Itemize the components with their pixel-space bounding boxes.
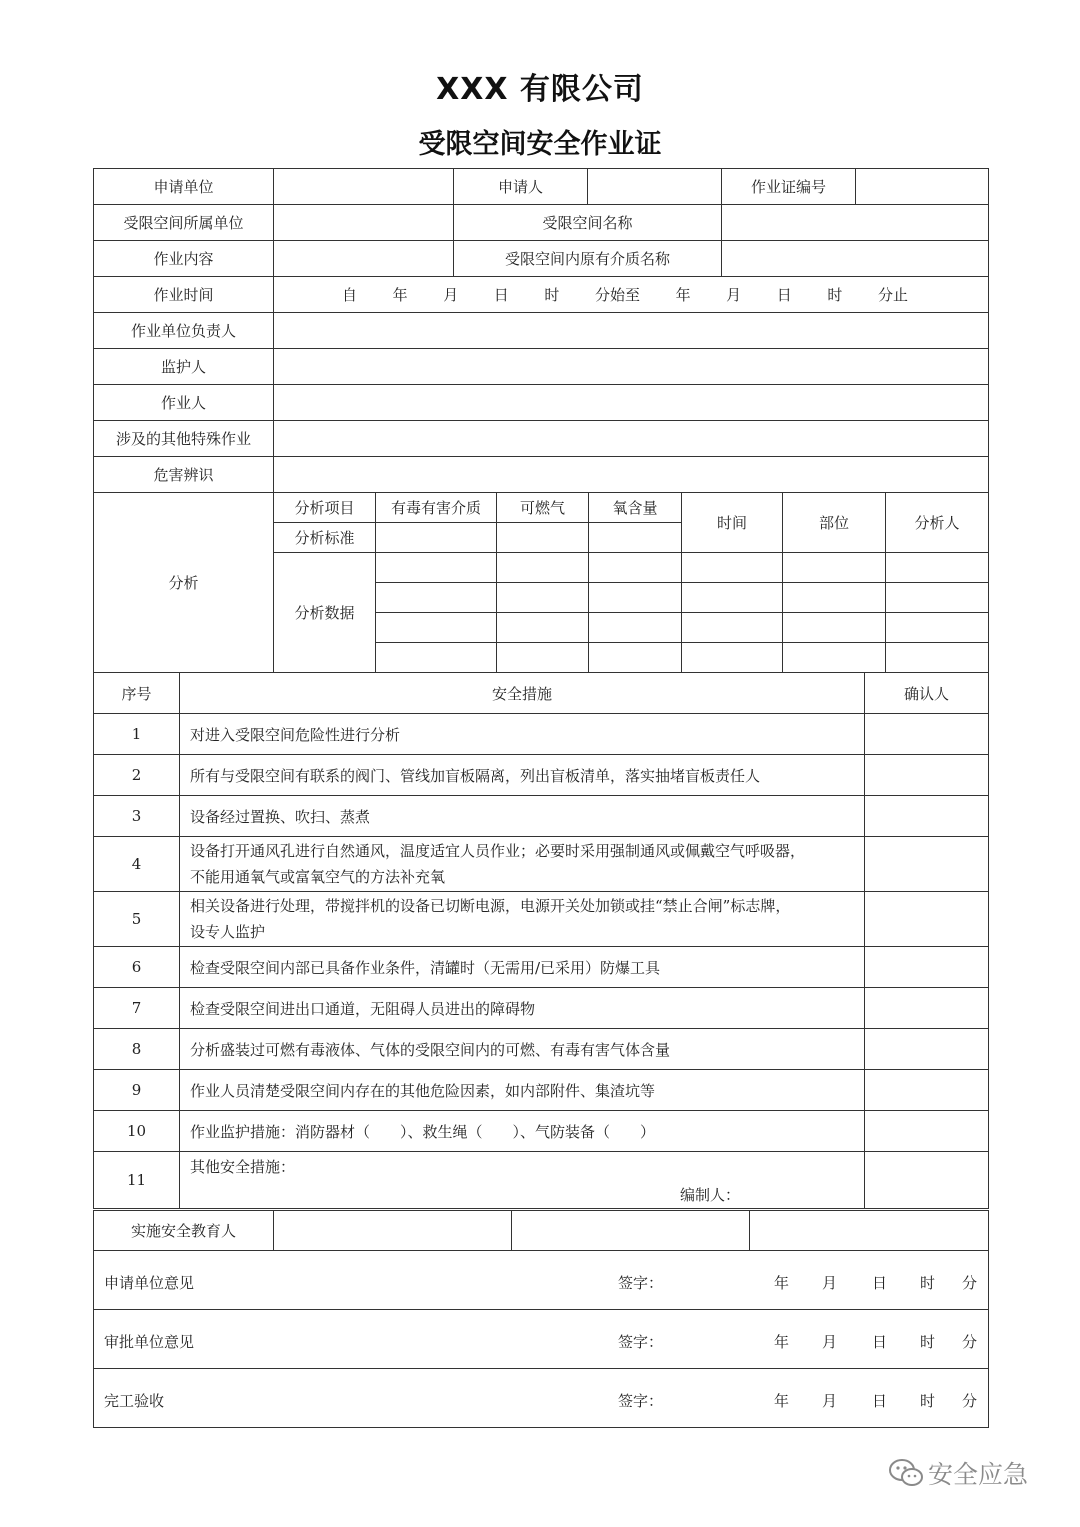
watermark — [888, 1455, 1028, 1491]
measure-no: 2 — [94, 755, 180, 796]
header-table — [93, 168, 989, 493]
measure-text: 作业人员清楚受限空间内存在的其他危险因素，如内部附件、集渣坑等 — [180, 1070, 865, 1111]
work-time-label: 作业时间 — [94, 277, 274, 313]
applicant-opinion-label: 申请单位意见 — [104, 1273, 195, 1292]
measure-text: 所有与受限空间有联系的阀门、管线加盲板隔离，列出盲板清单，落实抽堵盲板责任人 — [180, 755, 865, 796]
date-day: 日 — [872, 1332, 888, 1351]
measure-no: 3 — [94, 796, 180, 837]
time-part: 日 — [776, 286, 792, 304]
measure-line: 设备打开通风孔进行自然通风，温度适宜人员作业；必要时采用强制通风或佩戴空气呼吸器， — [190, 842, 806, 860]
data-cell[interactable] — [497, 583, 589, 613]
date-month: 月 — [822, 1332, 838, 1351]
analysis-standard-label: 分析标准 — [274, 523, 376, 553]
date-year: 年 — [774, 1332, 790, 1351]
date-hour: 时 — [920, 1273, 936, 1292]
measure-no: 11 — [94, 1152, 180, 1209]
measure-no: 6 — [94, 947, 180, 988]
confirm-cell[interactable] — [865, 1152, 989, 1209]
time-part: 分止 — [877, 286, 908, 304]
data-cell[interactable] — [589, 613, 682, 643]
measure-no: 10 — [94, 1111, 180, 1152]
sign-label: 签字： — [618, 1332, 664, 1351]
confirm-cell[interactable] — [865, 837, 989, 892]
measure-no: 1 — [94, 714, 180, 755]
permit-no-label: 作业证编号 — [722, 169, 856, 205]
data-cell[interactable] — [886, 643, 989, 673]
data-cell[interactable] — [783, 553, 886, 583]
analysis-time-label: 时间 — [682, 493, 783, 553]
date-day: 日 — [872, 1273, 888, 1292]
data-cell[interactable] — [886, 553, 989, 583]
worker-field[interactable] — [274, 385, 989, 421]
date-month: 月 — [822, 1391, 838, 1410]
time-part: 自 — [342, 286, 358, 304]
confirm-cell[interactable] — [865, 988, 989, 1029]
date-day: 日 — [872, 1391, 888, 1410]
time-part: 时 — [827, 286, 843, 304]
completion-label: 完工验收 — [104, 1391, 165, 1410]
education-field[interactable] — [750, 1211, 989, 1251]
data-cell[interactable] — [682, 553, 783, 583]
measure-text: 检查受限空间内部已具备作业条件，清罐时（无需用/已采用）防爆工具 — [180, 947, 865, 988]
special-work-label: 涉及的其他特殊作业 — [94, 421, 274, 457]
time-part: 时 — [544, 286, 560, 304]
hazard-label: 危害辨识 — [94, 457, 274, 493]
measure-text: 对进入受限空间危险性进行分析 — [180, 714, 865, 755]
approval-opinion-row[interactable] — [94, 1310, 989, 1369]
data-cell[interactable] — [376, 553, 497, 583]
date-year: 年 — [774, 1391, 790, 1410]
space-name-label: 受限空间名称 — [454, 205, 722, 241]
confirm-cell[interactable] — [865, 796, 989, 837]
time-part: 年 — [675, 286, 691, 304]
applicant-field[interactable] — [588, 169, 722, 205]
original-medium-field[interactable] — [722, 241, 989, 277]
no-header: 序号 — [94, 673, 180, 714]
measure-text — [180, 837, 865, 892]
watermark-text: 安全应急 — [928, 1460, 1029, 1489]
data-cell[interactable] — [376, 583, 497, 613]
confirm-cell[interactable] — [865, 714, 989, 755]
other-measures-label: 其他安全措施： — [190, 1158, 296, 1176]
confirm-cell[interactable] — [865, 1029, 989, 1070]
measure-text — [180, 892, 865, 947]
space-owner-label: 受限空间所属单位 — [94, 205, 274, 241]
unit-leader-field[interactable] — [274, 313, 989, 349]
completion-row[interactable] — [94, 1369, 989, 1428]
unit-leader-label: 作业单位负责人 — [94, 313, 274, 349]
date-minute: 分 — [962, 1273, 978, 1292]
standard-cell[interactable] — [376, 523, 497, 553]
data-cell[interactable] — [376, 643, 497, 673]
confirm-cell[interactable] — [865, 1111, 989, 1152]
measure-line: 不能用通氧气或富氧空气的方法补充氧 — [190, 868, 446, 886]
time-part: 日 — [493, 286, 509, 304]
date-year: 年 — [774, 1273, 790, 1292]
measure-text: 设备经过置换、吹扫、蒸煮 — [180, 796, 865, 837]
analysis-col-flammable: 可燃气 — [497, 493, 589, 523]
sign-label: 签字： — [618, 1273, 664, 1292]
measure-no: 4 — [94, 837, 180, 892]
standard-cell[interactable] — [589, 523, 682, 553]
data-cell[interactable] — [886, 613, 989, 643]
data-cell[interactable] — [886, 583, 989, 613]
data-cell[interactable] — [682, 643, 783, 673]
hazard-field[interactable] — [274, 457, 989, 493]
data-cell[interactable] — [497, 553, 589, 583]
confirm-header: 确认人 — [865, 673, 989, 714]
date-minute: 分 — [962, 1332, 978, 1351]
sign-label: 签字： — [618, 1391, 664, 1410]
confirm-cell[interactable] — [865, 892, 989, 947]
company-name: XXX 有限公司 — [436, 72, 644, 107]
time-part: 月 — [443, 286, 459, 304]
measure-text: 检查受限空间进出口通道，无阻碍人员进出的障碍物 — [180, 988, 865, 1029]
special-work-field[interactable] — [274, 421, 989, 457]
analysis-item-label: 分析项目 — [274, 493, 376, 523]
date-hour: 时 — [920, 1391, 936, 1410]
data-cell[interactable] — [497, 613, 589, 643]
confirm-cell[interactable] — [865, 947, 989, 988]
confirm-cell[interactable] — [865, 755, 989, 796]
analysis-data-label: 分析数据 — [274, 553, 376, 673]
measure-text: 分析盛装过可燃有毒液体、气体的受限空间内的可燃、有毒有害气体含量 — [180, 1029, 865, 1070]
date-minute: 分 — [962, 1391, 978, 1410]
measure-text: 作业监护措施：消防器材（ ）、救生绳（ ）、气防装备（ ） — [180, 1111, 865, 1152]
wechat-icon — [888, 1458, 924, 1488]
analysis-location-label: 部位 — [783, 493, 886, 553]
data-cell[interactable] — [783, 583, 886, 613]
analysis-col-toxic: 有毒有害介质 — [376, 493, 497, 523]
measure-no: 8 — [94, 1029, 180, 1070]
data-cell[interactable] — [497, 643, 589, 673]
applicant-unit-label: 申请单位 — [94, 169, 274, 205]
confirm-cell[interactable] — [865, 1070, 989, 1111]
standard-cell[interactable] — [497, 523, 589, 553]
measure-no: 9 — [94, 1070, 180, 1111]
analysis-col-oxygen: 氧含量 — [589, 493, 682, 523]
data-cell[interactable] — [682, 583, 783, 613]
data-cell[interactable] — [589, 583, 682, 613]
applicant-unit-field[interactable] — [274, 169, 454, 205]
applicant-label: 申请人 — [454, 169, 588, 205]
education-label: 实施安全教育人 — [94, 1211, 274, 1251]
time-part: 月 — [726, 286, 742, 304]
original-medium-label: 受限空间内原有介质名称 — [454, 241, 722, 277]
permit-no-field[interactable] — [856, 169, 989, 205]
data-cell[interactable] — [783, 613, 886, 643]
analysis-analyst-label: 分析人 — [886, 493, 989, 553]
measure-no: 5 — [94, 892, 180, 947]
date-hour: 时 — [920, 1332, 936, 1351]
work-time-field[interactable] — [274, 277, 989, 313]
time-part: 年 — [392, 286, 408, 304]
work-content-field[interactable] — [274, 241, 454, 277]
measure-text[interactable] — [180, 1152, 865, 1209]
guardian-label: 监护人 — [94, 349, 274, 385]
measure-no: 7 — [94, 988, 180, 1029]
data-cell[interactable] — [376, 613, 497, 643]
measures-header: 安全措施 — [180, 673, 865, 714]
space-owner-field[interactable] — [274, 205, 454, 241]
approval-opinion-label: 审批单位意见 — [104, 1332, 195, 1351]
measures-table — [93, 672, 989, 1209]
analysis-label: 分析 — [94, 493, 274, 673]
compiler-label: 编制人： — [680, 1186, 741, 1204]
measure-line: 设专人监护 — [190, 923, 266, 941]
guardian-field[interactable] — [274, 349, 989, 385]
measure-line: 相关设备进行处理，带搅拌机的设备已切断电源，电源开关处加锁或挂“禁止合闸”标志牌， — [190, 897, 791, 915]
space-name-field[interactable] — [722, 205, 989, 241]
data-cell[interactable] — [783, 643, 886, 673]
signature-table — [93, 1210, 989, 1428]
analysis-table — [93, 492, 989, 673]
data-cell[interactable] — [589, 643, 682, 673]
time-part: 分始至 — [594, 286, 640, 304]
education-field[interactable] — [274, 1211, 512, 1251]
work-content-label: 作业内容 — [94, 241, 274, 277]
data-cell[interactable] — [682, 613, 783, 643]
data-cell[interactable] — [589, 553, 682, 583]
form-title: 受限空间安全作业证 — [418, 129, 662, 160]
worker-label: 作业人 — [94, 385, 274, 421]
applicant-opinion-row[interactable] — [94, 1251, 989, 1310]
education-field[interactable] — [512, 1211, 750, 1251]
date-month: 月 — [822, 1273, 838, 1292]
